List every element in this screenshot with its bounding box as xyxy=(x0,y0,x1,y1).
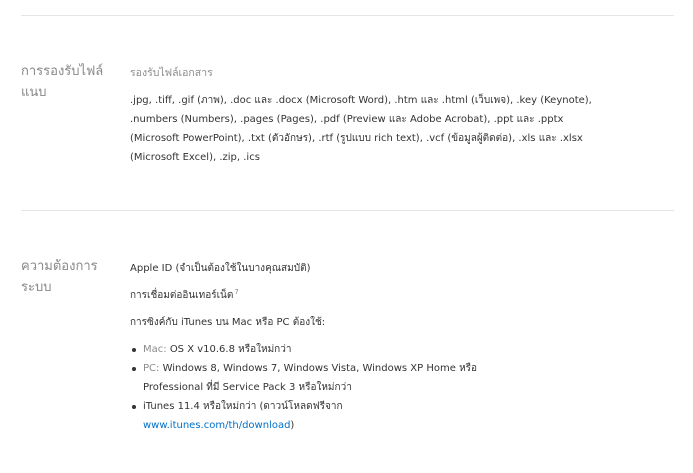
list-item-text: iTunes 11.4 หรือใหม่กว่า (ดาวน์โหลดฟรีจาก xyxy=(143,401,343,412)
list-item-suffix: ) xyxy=(290,420,295,431)
list-item-text: Windows 8, Windows 7, Windows Vista, Windows XP Home หรือ Professional ที่มี Service Pack 3 หรือใหม่กว่า xyxy=(143,363,478,393)
list-item-mac xyxy=(143,340,503,359)
divider xyxy=(21,15,674,16)
footnote-marker[interactable]: 7 xyxy=(234,287,239,296)
attachments-content xyxy=(130,64,610,167)
requirement-internet-text: การเชื่อมต่ออินเทอร์เน็ต xyxy=(130,290,234,301)
itunes-download-link[interactable]: www.itunes.com/th/download xyxy=(143,420,291,431)
attachments-subheading: รองรับไฟล์เอกสาร xyxy=(130,67,213,79)
requirements-content xyxy=(130,259,610,435)
attachments-file-types: .jpg, .tiff, .gif (ภาพ), .doc และ .docx (Microsoft Word), .htm และ .html (เว็บเพจ), .key (Keynote), .numbers (Numbers), .pages (Pages), .pdf (Preview และ Adobe Acrobat), .ppt และ .pptx (Microsoft PowerPoint), .txt (ตัวอักษร), .rtf (รูปแบบ rich text), .vcf (ข้อมูลผู้ติดต่อ), .xls และ .xlsx (Microsoft Excel), .zip, .ics xyxy=(130,95,592,163)
divider xyxy=(21,210,674,211)
requirement-internet xyxy=(130,286,610,305)
sync-requirements-list xyxy=(130,340,503,435)
section-label-system-requirements: ความต้องการระบบ xyxy=(21,259,98,295)
requirement-sync-intro: การซิงค์กับ iTunes บน Mac หรือ PC ต้องใช้: xyxy=(130,317,326,328)
os-label-mac: Mac: xyxy=(143,344,167,355)
os-label-pc: PC: xyxy=(143,363,160,374)
section-label-attachments: การรองรับไฟล์แนบ xyxy=(21,64,104,100)
list-item-text: OS X v10.6.8 หรือใหม่กว่า xyxy=(169,344,292,355)
requirement-apple-id: Apple ID (จำเป็นต้องใช้ในบางคุณสมบัติ) xyxy=(130,263,311,274)
list-item-pc xyxy=(143,359,503,397)
list-item-itunes xyxy=(143,397,503,435)
